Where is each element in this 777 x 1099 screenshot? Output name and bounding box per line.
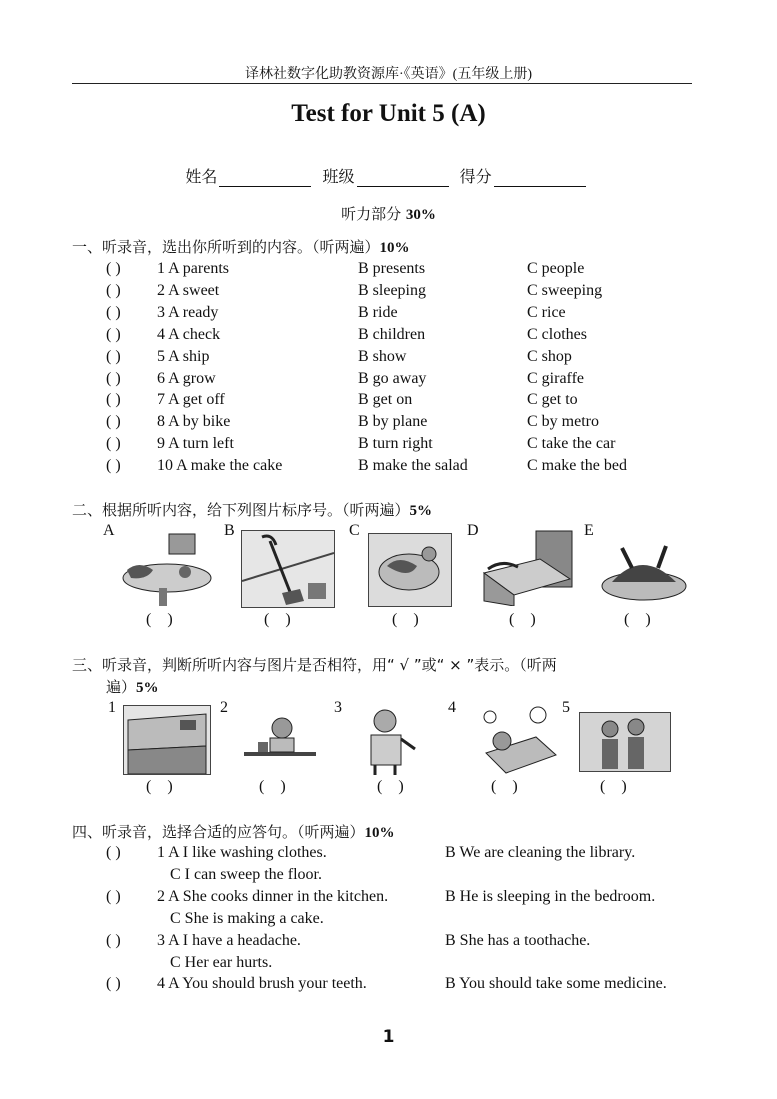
q1-1-answer-paren[interactable]: ( ) [106,260,121,277]
section1-percent: 10% [379,240,410,256]
picture-boy-with-pain [355,705,423,775]
q1-3-option-b: B ride [358,304,398,321]
section2-heading-text: 二、根据所听内容，给下列图片标序号。（听两遍） [72,501,410,519]
q4-3-option-b: B She has a toothache. [445,932,591,949]
q1-6-answer-paren[interactable]: ( ) [106,370,121,387]
q1-5-option-b: B show [358,348,407,365]
q4-3-option-a: 3 A I have a headache. [157,932,301,949]
section3-percent: 5% [136,680,159,696]
q1-8-answer-paren[interactable]: ( ) [106,413,121,430]
q1-4-option-c: C clothes [527,326,587,343]
q4-2-option-c: C She is making a cake. [170,910,324,927]
q1-1-option-c: C people [527,260,585,277]
score-label: 得分 [459,167,492,186]
picture-letter-d: D [467,522,479,539]
q4-1-option-a: 1 A I like washing clothes. [157,844,327,861]
q1-7-answer-paren[interactable]: ( ) [106,391,121,408]
section4-heading [72,821,395,844]
picture-letter-a: A [103,522,115,539]
q4-2-answer-paren[interactable]: ( ) [106,888,121,905]
q1-4-option-b: B children [358,326,426,343]
picture-b-answer[interactable]: ( ) [264,611,291,628]
q4-3-answer-paren[interactable]: ( ) [106,932,121,949]
listening-part-title [0,203,777,224]
class-label: 班级 [322,167,355,186]
picture-making-bed [480,529,574,606]
section2-heading [72,499,432,522]
statement-2-answer[interactable]: ( ) [259,778,286,795]
q1-10-option-b: B make the salad [358,457,468,474]
q1-8-option-c: C by metro [527,413,599,430]
q1-7-option-a: 7 A get off [157,391,225,408]
section2-percent: 5% [409,503,433,519]
page-number: 1 [382,1027,395,1047]
picture-number-2: 2 [220,699,228,716]
q1-1-option-a: 1 A parents [157,260,229,277]
q1-9-option-b: B turn right [358,435,433,452]
picture-number-1: 1 [108,699,116,716]
q1-10-answer-paren[interactable]: ( ) [106,457,121,474]
q1-2-option-a: 2 A sweet [157,282,220,299]
statement-1-answer[interactable]: ( ) [146,778,173,795]
picture-washing-clothes [598,530,691,608]
picture-letter-e: E [584,522,594,539]
header-divider [72,83,692,84]
picture-child-at-desk [240,712,320,772]
q1-10-option-a: 10 A make the cake [157,457,283,474]
statement-4-answer[interactable]: ( ) [491,778,518,795]
q4-3-option-c: C Her ear hurts. [170,954,273,971]
q1-10-option-c: C make the bed [527,457,627,474]
q4-4-answer-paren[interactable]: ( ) [106,975,121,992]
q4-2-option-b: B He is sleeping in the bedroom. [445,888,656,905]
name-label: 姓名 [185,167,218,186]
picture-d-answer[interactable]: ( ) [509,611,536,628]
test-title: Test for Unit 5 (A) [291,100,486,127]
q1-5-option-c: C shop [527,348,572,365]
q1-6-option-b: B go away [358,370,427,387]
student-info-row [0,164,777,187]
statement-3-answer[interactable]: ( ) [377,778,404,795]
section1-heading [72,236,410,259]
picture-sweeping-floor [241,530,335,608]
section4-percent: 10% [364,825,395,841]
q1-2-option-c: C sweeping [527,282,603,299]
page-header: 译林社数字化助教资源库·《英语》(五年级上册) [245,67,532,82]
q1-3-option-c: C rice [527,304,566,321]
listening-part-percent: 30% [405,207,436,223]
q1-9-option-c: C take the car [527,435,616,452]
q1-8-option-a: 8 A by bike [157,413,231,430]
q4-2-option-a: 2 A She cooks dinner in the kitchen. [157,888,389,905]
picture-two-children [579,712,671,772]
q1-6-option-a: 6 A grow [157,370,216,387]
q4-1-option-b: B We are cleaning the library. [445,844,636,861]
name-blank[interactable] [219,170,311,187]
q1-5-option-a: 5 A ship [157,348,210,365]
q1-3-option-a: 3 A ready [157,304,219,321]
section3-heading-line2: 遍） [106,678,137,696]
listening-part-label: 听力部分 [341,205,406,223]
picture-sick-in-bed [466,703,560,775]
picture-car-window [123,705,211,775]
picture-e-answer[interactable]: ( ) [624,611,651,628]
picture-number-4: 4 [448,699,456,716]
q1-5-answer-paren[interactable]: ( ) [106,348,121,365]
q1-4-answer-paren[interactable]: ( ) [106,326,121,343]
q1-6-option-c: C giraffe [527,370,585,387]
picture-wiping-table [117,530,213,606]
q4-1-answer-paren[interactable]: ( ) [106,844,121,861]
statement-5-answer[interactable]: ( ) [600,778,627,795]
section1-heading-text: 一、听录音，选出你所听到的内容。（听两遍） [72,238,380,256]
q1-1-option-b: B presents [358,260,426,277]
q1-8-option-b: B by plane [358,413,428,430]
section4-heading-text: 四、听录音，选择合适的应答句。（听两遍） [72,823,365,841]
q1-3-answer-paren[interactable]: ( ) [106,304,121,321]
section3-heading [72,654,712,699]
picture-letter-b: B [224,522,235,539]
section3-heading-line1: 三、听录音，判断所听内容与图片是否相符，用“ √ ”或“ × ”表示。（听两 [72,656,557,674]
picture-washing-dishes [368,533,452,607]
q4-4-option-b: B You should take some medicine. [445,975,667,992]
q1-7-option-c: C get to [527,391,578,408]
q4-4-option-a: 4 A You should brush your teeth. [157,975,367,992]
picture-number-5: 5 [562,699,570,716]
picture-number-3: 3 [334,699,342,716]
class-blank[interactable] [357,170,449,187]
score-blank[interactable] [494,170,586,187]
picture-letter-c: C [349,522,360,539]
q1-2-answer-paren[interactable]: ( ) [106,282,121,299]
q1-7-option-b: B get on [358,391,413,408]
q1-9-option-a: 9 A turn left [157,435,234,452]
q4-1-option-c: C I can sweep the floor. [170,866,322,883]
q1-9-answer-paren[interactable]: ( ) [106,435,121,452]
picture-a-answer[interactable]: ( ) [146,611,173,628]
q1-4-option-a: 4 A check [157,326,221,343]
q1-2-option-b: B sleeping [358,282,426,299]
picture-c-answer[interactable]: ( ) [392,611,419,628]
